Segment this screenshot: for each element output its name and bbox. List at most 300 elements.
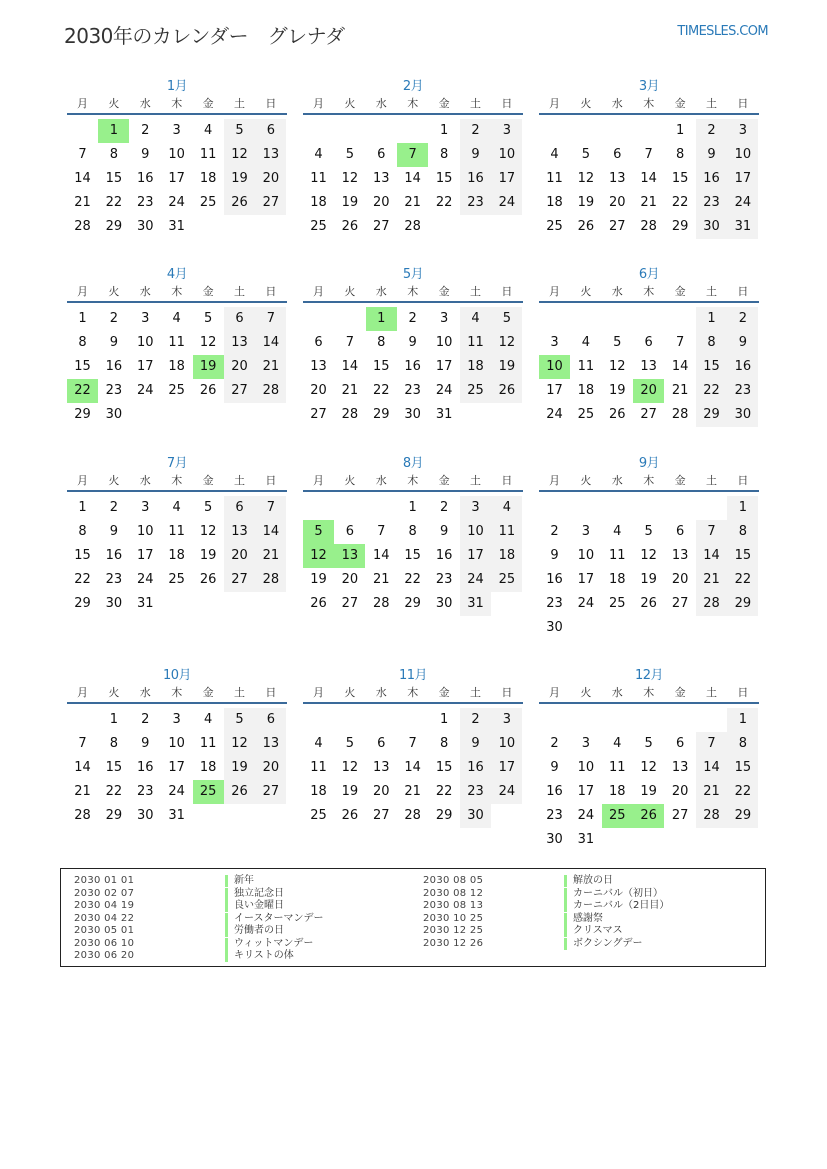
day-cell: 1 bbox=[727, 708, 758, 732]
day-cell: 11 bbox=[310, 171, 327, 186]
day-cell: 18 bbox=[609, 784, 626, 799]
day-cell: 27 bbox=[255, 780, 286, 804]
day-cell: 27 bbox=[373, 219, 390, 234]
holiday-date: 2030 10 25 bbox=[423, 912, 484, 924]
day-cell: 17 bbox=[491, 756, 522, 780]
day-cell: 20 bbox=[671, 784, 689, 799]
weekday-label: 金 bbox=[438, 474, 450, 487]
day-cell: 26 bbox=[199, 572, 217, 587]
site-link[interactable]: TIMESLES.COM bbox=[677, 24, 768, 39]
day-cell: 22 bbox=[105, 195, 123, 210]
month-name: 8月 bbox=[402, 456, 424, 471]
holiday-name: キリストの体 bbox=[225, 950, 294, 962]
weekday-header bbox=[67, 283, 287, 303]
day-cell: 29 bbox=[696, 403, 727, 427]
day-cell: 26 bbox=[577, 219, 595, 234]
weekday-label: 日 bbox=[501, 285, 513, 298]
weekday-label: 水 bbox=[139, 97, 151, 110]
page-title: 2030年のカレンダー グレナダ bbox=[64, 24, 345, 48]
day-cell: 24 bbox=[168, 784, 185, 799]
weekday-label: 火 bbox=[108, 97, 120, 110]
weekday-label: 土 bbox=[470, 474, 481, 487]
day-cell: 7 bbox=[675, 335, 685, 350]
day-cell: 27 bbox=[609, 219, 626, 234]
day-cell: 21 bbox=[373, 572, 390, 587]
day-cell: 18 bbox=[310, 784, 327, 799]
day-cell: 1 bbox=[439, 712, 449, 727]
day-cell: 23 bbox=[435, 572, 453, 587]
day-cell: 13 bbox=[334, 544, 365, 568]
day-cell: 2 bbox=[141, 712, 150, 727]
day-cell: 9 bbox=[460, 732, 491, 756]
day-cell: 12 bbox=[341, 171, 359, 186]
day-cell: 30 bbox=[105, 407, 123, 422]
day-cell: 21 bbox=[404, 195, 421, 210]
weekday-label: 水 bbox=[611, 474, 623, 487]
day-cell: 15 bbox=[696, 355, 727, 379]
weekday-label: 土 bbox=[234, 474, 245, 487]
day-cell: 2 bbox=[109, 311, 119, 326]
day-cell: 15 bbox=[727, 756, 758, 780]
day-cell: 17 bbox=[491, 167, 522, 191]
day-cell: 6 bbox=[377, 736, 386, 751]
weekday-header bbox=[67, 95, 287, 115]
day-cell: 16 bbox=[137, 760, 154, 775]
day-cell: 13 bbox=[640, 359, 657, 374]
day-cell: 28 bbox=[404, 219, 421, 234]
day-cell: 8 bbox=[675, 147, 685, 162]
day-cell: 3 bbox=[172, 123, 181, 138]
day-cell: 14 bbox=[696, 756, 727, 780]
weekday-label: 土 bbox=[706, 474, 717, 487]
day-cell: 11 bbox=[609, 548, 626, 563]
day-cell: 28 bbox=[696, 804, 727, 828]
holiday-name: 解放の日 bbox=[564, 875, 613, 887]
holiday-name: 良い金曜日 bbox=[225, 900, 284, 912]
weekday-label: 土 bbox=[470, 686, 481, 699]
day-cell: 18 bbox=[609, 572, 626, 587]
day-cell: 21 bbox=[255, 544, 286, 568]
day-cell: 25 bbox=[546, 219, 563, 234]
weekday-label: 木 bbox=[171, 97, 183, 110]
day-cell: 28 bbox=[671, 407, 689, 422]
day-cell: 25 bbox=[168, 383, 185, 398]
day-cell: 12 bbox=[640, 760, 657, 775]
weekday-header bbox=[303, 472, 523, 492]
day-cell: 14 bbox=[255, 331, 286, 355]
holiday-date: 2030 08 05 bbox=[423, 875, 484, 886]
day-cell: 21 bbox=[671, 383, 689, 398]
day-cell: 7 bbox=[397, 143, 428, 167]
weekday-label: 日 bbox=[265, 474, 277, 487]
day-cell: 8 bbox=[408, 524, 417, 539]
day-cell: 13 bbox=[671, 548, 689, 563]
day-cell: 13 bbox=[373, 171, 390, 186]
day-cell: 23 bbox=[137, 195, 154, 210]
holiday-name: イースターマンデー bbox=[225, 913, 324, 925]
day-cell: 16 bbox=[404, 359, 421, 374]
weekday-label: 水 bbox=[375, 285, 387, 298]
day-cell: 12 bbox=[609, 359, 626, 374]
weekday-label: 木 bbox=[171, 285, 183, 298]
day-cell: 10 bbox=[137, 335, 154, 350]
day-cell: 2 bbox=[141, 123, 150, 138]
day-cell: 31 bbox=[460, 592, 491, 616]
day-cell: 27 bbox=[640, 407, 657, 422]
day-cell: 26 bbox=[491, 379, 522, 403]
day-cell: 24 bbox=[577, 596, 595, 611]
day-cell: 26 bbox=[341, 808, 359, 823]
day-cell: 3 bbox=[141, 311, 150, 326]
weekday-label: 月 bbox=[77, 285, 88, 298]
weekday-label: 金 bbox=[202, 97, 214, 110]
day-cell: 23 bbox=[404, 383, 421, 398]
holiday-date: 2030 08 12 bbox=[423, 887, 484, 899]
day-cell: 16 bbox=[105, 548, 123, 563]
weekday-label: 火 bbox=[108, 686, 120, 699]
day-cell: 18 bbox=[199, 171, 217, 186]
day-cell: 23 bbox=[546, 808, 563, 823]
day-cell: 21 bbox=[404, 784, 421, 799]
day-cell: 7 bbox=[78, 147, 87, 162]
day-cell: 15 bbox=[435, 171, 453, 186]
day-cell: 27 bbox=[224, 568, 255, 592]
weekday-header bbox=[539, 95, 759, 115]
day-cell: 15 bbox=[671, 171, 689, 186]
day-cell: 6 bbox=[675, 736, 685, 751]
day-cell: 3 bbox=[727, 119, 758, 143]
day-cell: 25 bbox=[310, 808, 327, 823]
weekday-label: 水 bbox=[139, 285, 151, 298]
day-cell: 7 bbox=[644, 147, 653, 162]
month-name: 2月 bbox=[402, 79, 424, 94]
day-cell: 29 bbox=[727, 804, 758, 828]
day-cell: 5 bbox=[613, 335, 622, 350]
holiday-date: 2030 01 01 bbox=[74, 875, 135, 886]
day-cell: 29 bbox=[105, 219, 123, 234]
day-cell: 12 bbox=[303, 544, 334, 568]
day-cell: 5 bbox=[644, 524, 653, 539]
weekday-label: 日 bbox=[737, 474, 749, 487]
day-cell: 19 bbox=[609, 383, 626, 398]
weekday-label: 日 bbox=[501, 97, 513, 110]
weekday-label: 金 bbox=[202, 474, 214, 487]
day-cell: 10 bbox=[168, 147, 185, 162]
day-cell: 21 bbox=[696, 780, 727, 804]
day-cell: 12 bbox=[199, 524, 217, 539]
day-cell: 15 bbox=[373, 359, 390, 374]
day-cell: 24 bbox=[460, 568, 491, 592]
day-cell: 6 bbox=[675, 524, 685, 539]
day-cell: 6 bbox=[224, 307, 255, 331]
day-cell: 12 bbox=[640, 548, 657, 563]
weekday-header bbox=[303, 95, 523, 115]
day-cell: 12 bbox=[199, 335, 217, 350]
day-cell: 12 bbox=[341, 760, 359, 775]
weekday-label: 日 bbox=[501, 686, 513, 699]
day-cell: 13 bbox=[224, 331, 255, 355]
weekday-label: 水 bbox=[139, 686, 151, 699]
day-cell: 9 bbox=[550, 760, 559, 775]
day-cell: 14 bbox=[640, 171, 657, 186]
day-cell: 17 bbox=[727, 167, 758, 191]
weekday-label: 木 bbox=[407, 474, 419, 487]
day-cell: 4 bbox=[203, 712, 213, 727]
holiday-list bbox=[60, 868, 766, 967]
month-name: 3月 bbox=[638, 79, 660, 94]
day-cell: 25 bbox=[310, 219, 327, 234]
day-cell: 1 bbox=[78, 311, 87, 326]
month-name: 9月 bbox=[638, 456, 660, 471]
day-cell: 9 bbox=[141, 736, 150, 751]
day-cell: 8 bbox=[439, 147, 449, 162]
day-cell: 19 bbox=[224, 167, 255, 191]
day-cell: 21 bbox=[74, 784, 91, 799]
day-cell: 17 bbox=[460, 544, 491, 568]
day-cell: 4 bbox=[491, 496, 522, 520]
day-cell: 14 bbox=[404, 760, 421, 775]
weekday-label: 月 bbox=[77, 474, 88, 487]
day-cell: 19 bbox=[341, 195, 359, 210]
day-cell: 6 bbox=[377, 147, 386, 162]
day-cell: 16 bbox=[460, 756, 491, 780]
holiday-date: 2030 06 20 bbox=[74, 950, 135, 961]
day-cell: 25 bbox=[168, 572, 185, 587]
day-cell: 3 bbox=[439, 311, 449, 326]
weekday-label: 日 bbox=[737, 97, 749, 110]
day-cell: 9 bbox=[439, 524, 449, 539]
day-cell: 8 bbox=[727, 520, 758, 544]
weekday-header bbox=[303, 684, 523, 704]
day-cell: 19 bbox=[491, 355, 522, 379]
day-cell: 30 bbox=[696, 215, 727, 239]
day-cell: 8 bbox=[109, 147, 119, 162]
day-cell: 8 bbox=[78, 335, 87, 350]
weekday-label: 金 bbox=[674, 285, 686, 298]
weekday-label: 金 bbox=[202, 686, 214, 699]
weekday-label: 土 bbox=[706, 285, 717, 298]
day-cell: 2 bbox=[727, 307, 758, 331]
day-cell: 1 bbox=[78, 500, 87, 515]
holiday-name: カーニバル（初日） bbox=[564, 888, 663, 900]
day-cell: 19 bbox=[341, 784, 359, 799]
day-cell: 6 bbox=[644, 335, 653, 350]
day-cell: 26 bbox=[341, 219, 359, 234]
day-cell: 9 bbox=[408, 335, 417, 350]
day-cell: 4 bbox=[172, 500, 181, 515]
day-cell: 5 bbox=[224, 708, 255, 732]
weekday-header bbox=[539, 684, 759, 704]
day-cell: 5 bbox=[345, 736, 355, 751]
weekday-label: 月 bbox=[313, 285, 324, 298]
day-cell: 12 bbox=[224, 732, 255, 756]
weekday-label: 水 bbox=[611, 97, 623, 110]
day-cell: 9 bbox=[109, 335, 119, 350]
day-cell: 22 bbox=[404, 572, 421, 587]
day-cell: 20 bbox=[633, 379, 664, 403]
day-cell: 29 bbox=[105, 808, 123, 823]
day-cell: 29 bbox=[671, 219, 689, 234]
weekday-label: 火 bbox=[344, 97, 356, 110]
day-cell: 29 bbox=[404, 596, 421, 611]
day-cell: 27 bbox=[255, 191, 286, 215]
day-cell: 9 bbox=[141, 147, 150, 162]
day-cell: 23 bbox=[460, 191, 491, 215]
day-cell: 30 bbox=[546, 832, 563, 847]
day-cell: 9 bbox=[460, 143, 491, 167]
day-cell: 10 bbox=[137, 524, 154, 539]
day-cell: 2 bbox=[460, 119, 491, 143]
day-cell: 25 bbox=[602, 804, 633, 828]
day-cell: 5 bbox=[203, 311, 213, 326]
weekday-label: 火 bbox=[108, 474, 120, 487]
day-cell: 1 bbox=[675, 123, 685, 138]
weekday-label: 日 bbox=[265, 686, 277, 699]
month-name: 5月 bbox=[402, 267, 424, 282]
day-cell: 14 bbox=[341, 359, 359, 374]
day-cell: 11 bbox=[491, 520, 522, 544]
day-cell: 22 bbox=[727, 568, 758, 592]
day-cell: 24 bbox=[168, 195, 185, 210]
holiday-date: 2030 06 10 bbox=[74, 937, 135, 949]
day-cell: 22 bbox=[105, 784, 123, 799]
day-cell: 30 bbox=[137, 219, 154, 234]
day-cell: 24 bbox=[577, 808, 595, 823]
day-cell: 8 bbox=[78, 524, 87, 539]
day-cell: 17 bbox=[137, 359, 154, 374]
day-cell: 10 bbox=[491, 732, 522, 756]
day-cell: 13 bbox=[373, 760, 390, 775]
day-cell: 13 bbox=[224, 520, 255, 544]
weekday-label: 水 bbox=[611, 285, 623, 298]
day-cell: 26 bbox=[224, 780, 255, 804]
day-cell: 5 bbox=[345, 147, 355, 162]
day-cell: 10 bbox=[539, 355, 570, 379]
day-cell: 16 bbox=[460, 167, 491, 191]
day-cell: 4 bbox=[172, 311, 181, 326]
day-cell: 18 bbox=[199, 760, 217, 775]
day-cell: 15 bbox=[404, 548, 421, 563]
day-cell: 22 bbox=[727, 780, 758, 804]
day-cell: 8 bbox=[727, 732, 758, 756]
weekday-label: 土 bbox=[234, 97, 245, 110]
day-cell: 4 bbox=[314, 147, 323, 162]
day-cell: 17 bbox=[577, 572, 595, 587]
day-cell: 2 bbox=[408, 311, 417, 326]
weekday-label: 火 bbox=[344, 285, 356, 298]
day-cell: 27 bbox=[671, 808, 689, 823]
day-cell: 26 bbox=[609, 407, 626, 422]
day-cell: 2 bbox=[460, 708, 491, 732]
holiday-date: 2030 05 01 bbox=[74, 925, 135, 936]
weekday-label: 火 bbox=[108, 285, 120, 298]
day-cell: 26 bbox=[310, 596, 327, 611]
day-cell: 12 bbox=[224, 143, 255, 167]
weekday-label: 金 bbox=[674, 686, 686, 699]
day-cell: 17 bbox=[435, 359, 453, 374]
day-cell: 22 bbox=[435, 195, 453, 210]
day-cell: 30 bbox=[137, 808, 154, 823]
day-cell: 23 bbox=[727, 379, 758, 403]
day-cell: 25 bbox=[193, 780, 224, 804]
day-cell: 25 bbox=[577, 407, 595, 422]
day-cell: 7 bbox=[696, 520, 727, 544]
day-cell: 20 bbox=[373, 784, 390, 799]
day-cell: 11 bbox=[168, 335, 185, 350]
day-cell: 17 bbox=[137, 548, 154, 563]
day-cell: 17 bbox=[168, 760, 185, 775]
month-name: 10月 bbox=[162, 668, 192, 683]
day-cell: 10 bbox=[727, 143, 758, 167]
day-cell: 24 bbox=[491, 780, 522, 804]
day-cell: 18 bbox=[460, 355, 491, 379]
day-cell: 18 bbox=[491, 544, 522, 568]
day-cell: 24 bbox=[546, 407, 563, 422]
day-cell: 1 bbox=[408, 500, 417, 515]
month-name: 7月 bbox=[166, 456, 188, 471]
day-cell: 2 bbox=[109, 500, 119, 515]
day-cell: 18 bbox=[577, 383, 595, 398]
day-cell: 30 bbox=[460, 804, 491, 828]
day-cell: 22 bbox=[696, 379, 727, 403]
day-cell: 21 bbox=[640, 195, 657, 210]
holiday-name: 感謝祭 bbox=[564, 913, 603, 925]
holiday-date: 2030 02 07 bbox=[74, 887, 135, 899]
day-cell: 15 bbox=[727, 544, 758, 568]
weekday-label: 火 bbox=[580, 474, 592, 487]
day-cell: 4 bbox=[460, 307, 491, 331]
day-cell: 1 bbox=[98, 119, 129, 143]
day-cell: 14 bbox=[74, 171, 91, 186]
day-cell: 20 bbox=[671, 572, 689, 587]
day-cell: 14 bbox=[74, 760, 91, 775]
day-cell: 20 bbox=[609, 195, 626, 210]
weekday-label: 日 bbox=[737, 285, 749, 298]
day-cell: 12 bbox=[577, 171, 595, 186]
day-cell: 13 bbox=[310, 359, 327, 374]
day-cell: 14 bbox=[373, 548, 390, 563]
weekday-label: 水 bbox=[611, 686, 623, 699]
day-cell: 5 bbox=[644, 736, 653, 751]
day-cell: 1 bbox=[696, 307, 727, 331]
day-cell: 16 bbox=[696, 167, 727, 191]
day-cell: 9 bbox=[109, 524, 119, 539]
day-cell: 7 bbox=[377, 524, 386, 539]
weekday-label: 水 bbox=[139, 474, 151, 487]
day-cell: 24 bbox=[137, 572, 154, 587]
day-cell: 30 bbox=[105, 596, 123, 611]
day-cell: 15 bbox=[74, 548, 91, 563]
day-cell: 21 bbox=[341, 383, 359, 398]
day-cell: 3 bbox=[491, 708, 522, 732]
weekday-label: 土 bbox=[470, 97, 481, 110]
day-cell: 23 bbox=[696, 191, 727, 215]
day-cell: 3 bbox=[550, 335, 559, 350]
day-cell: 23 bbox=[137, 784, 154, 799]
holiday-name: 独立記念日 bbox=[225, 888, 284, 900]
holiday-date: 2030 12 26 bbox=[423, 937, 484, 949]
day-cell: 13 bbox=[609, 171, 626, 186]
day-cell: 10 bbox=[460, 520, 491, 544]
month-name: 12月 bbox=[634, 668, 664, 683]
weekday-label: 火 bbox=[580, 97, 592, 110]
weekday-label: 火 bbox=[344, 474, 356, 487]
day-cell: 21 bbox=[74, 195, 91, 210]
day-cell: 8 bbox=[439, 736, 449, 751]
day-cell: 26 bbox=[640, 596, 657, 611]
day-cell: 11 bbox=[609, 760, 626, 775]
day-cell: 27 bbox=[224, 379, 255, 403]
